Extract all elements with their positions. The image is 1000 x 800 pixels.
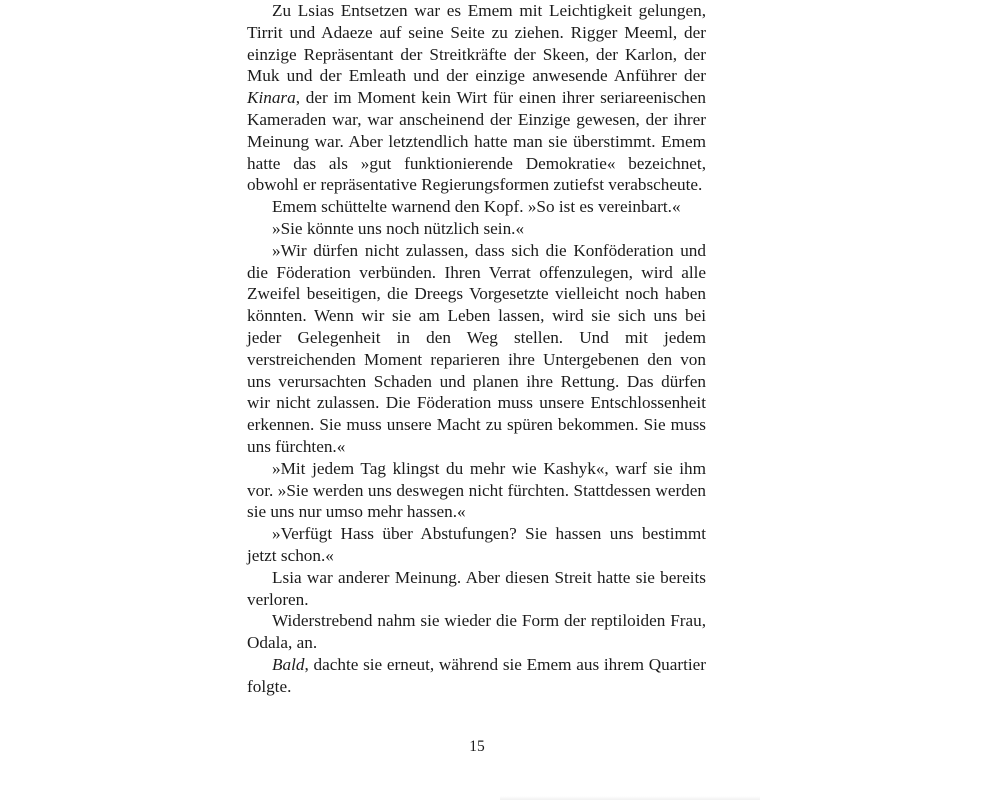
body-text bbox=[247, 0, 706, 698]
paragraph-9 bbox=[247, 654, 706, 698]
page-edge-shadow bbox=[500, 796, 760, 800]
text-segment: , dachte sie erneut, während sie Emem aus ihrem Quartier folgte. bbox=[247, 654, 706, 696]
text-segment: Lsia war anderer Meinung. Aber diesen Streit hatte sie bereits verloren. bbox=[247, 567, 706, 609]
paragraph-7 bbox=[247, 567, 706, 611]
text-segment: »Mit jedem Tag klingst du mehr wie Kashyk«, warf sie ihm vor. »Sie werden uns deswegen nicht fürchten. Stattdessen werden sie uns nur umso mehr hassen.« bbox=[247, 458, 706, 522]
text-segment: , der im Moment kein Wirt für einen ihrer seriareenischen Kameraden war, war anscheinend der Einzige gewesen, der ihrer Meinung war. Aber letztendlich hatte man sie überstimmt. Emem hatte das als »gut funktionierende Demokratie« bezeichnet, obwohl er repräsentative Regierungsformen zutiefst verabscheute. bbox=[247, 88, 706, 195]
page-number: 15 bbox=[469, 738, 485, 755]
paragraph-4 bbox=[247, 240, 706, 458]
paragraph-3 bbox=[247, 218, 706, 240]
paragraph-6 bbox=[247, 523, 706, 567]
italic-word: Bald bbox=[272, 654, 305, 674]
italic-ship-name: Kinara bbox=[247, 88, 296, 108]
text-segment: »Verfügt Hass über Abstufungen? Sie hassen uns bestimmt jetzt schon.« bbox=[247, 524, 706, 565]
paragraph-1 bbox=[247, 0, 706, 196]
text-segment: »Wir dürfen nicht zulassen, dass sich die Konföderation und die Föderation verbünden. Ihren Verrat offenzulegen, wird alle Zweifel beseitigen, die Dreegs Vorgesetzte vielleicht noch haben könnten. Wenn wir sie am Leben lassen, wird sie sich uns bei jeder Gelegenheit in den Weg stellen. Und mit jedem verstreichenden Moment reparieren ihre Untergebenen den von uns verursachten Schaden und planen ihre Rettung. Das dürfen wir nicht zulassen. Die Föderation muss unsere Entschlossenheit erkennen. Sie muss unsere Macht zu spüren bekommen. Sie muss uns fürchten.« bbox=[247, 240, 706, 456]
paragraph-5 bbox=[247, 458, 706, 523]
text-segment: Zu Lsias Entsetzen war es Emem mit Leichtigkeit gelungen, Tirrit und Adaeze auf seine Seite zu ziehen. Rigger Meeml, der einzige Repräsentant der Streitkräfte der Skeen, der Karlon, der Muk und der Emleath und der einzige anwesende Anführer der bbox=[247, 1, 706, 86]
text-segment: Widerstrebend nahm sie wieder die Form der reptiloiden Frau, Odala, an. bbox=[247, 611, 706, 653]
paragraph-2 bbox=[247, 196, 706, 218]
paragraph-8 bbox=[247, 610, 706, 654]
text-segment: »Sie könnte uns noch nützlich sein.« bbox=[272, 218, 525, 238]
text-segment: Emem schüttelte warnend den Kopf. »So ist es vereinbart.« bbox=[272, 197, 681, 217]
